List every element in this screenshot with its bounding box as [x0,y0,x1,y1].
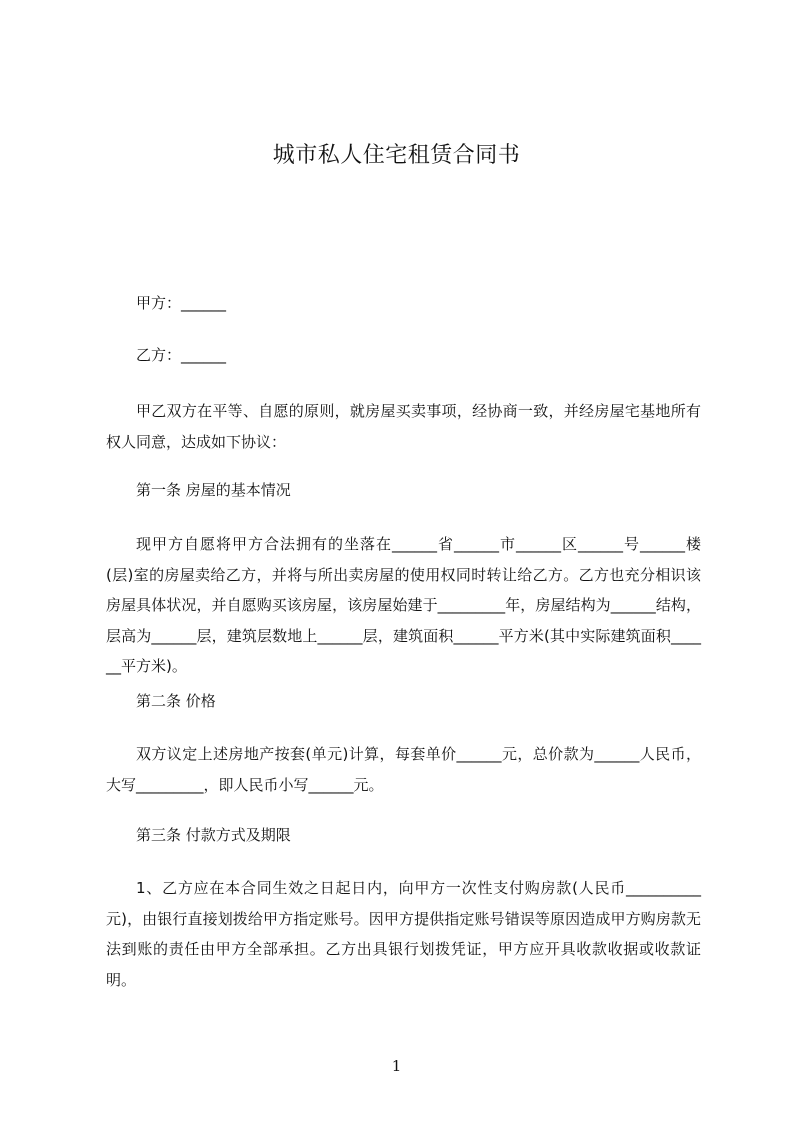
intro-paragraph: 甲乙双方在平等、自愿的原则，就房屋买卖事项，经协商一致，并经房屋宅基地所有权人同意，达成如下协议： [106,402,701,451]
party-a-line: 甲方：______ [136,294,227,312]
article-1-heading: 第一条 房屋的基本情况 [136,481,291,499]
article-1-body: 现甲方自愿将甲方合法拥有的坐落在______省______市______区______号______楼(层)室的房屋卖给乙方，并将与所出卖房屋的使用权同时转让给乙方。乙方也充分相识该房屋具体状况，并自愿购买该房屋，该房屋始建于_________年，房屋结构为______结构，层高为______层，建筑层数地上______层，建筑面积______平方米(其中实际建筑面积______平方米)。 [106,535,701,675]
page-number: 1 [391,1057,402,1075]
document-title: 城市私人住宅租赁合同书 [272,143,521,168]
article-3-body: 1、乙方应在本合同生效之日起日内，向甲方一次性支付购房款(人民币__________元)，由银行直接划拨给甲方指定账号。因甲方提供指定账号错误等原因造成甲方购房款无法到账的责任由甲方全部承担。乙方出具银行划拨凭证，甲方应开具收款收据或收款证明。 [106,879,701,989]
party-b-line: 乙方：______ [136,346,227,364]
article-3-heading: 第三条 付款方式及期限 [136,826,291,844]
article-2-heading: 第二条 价格 [136,692,216,710]
article-2-body: 双方议定上述房地产按套(单元)计算，每套单价______元，总价款为______人民币，大写_________，即人民币小写______元。 [106,745,701,794]
